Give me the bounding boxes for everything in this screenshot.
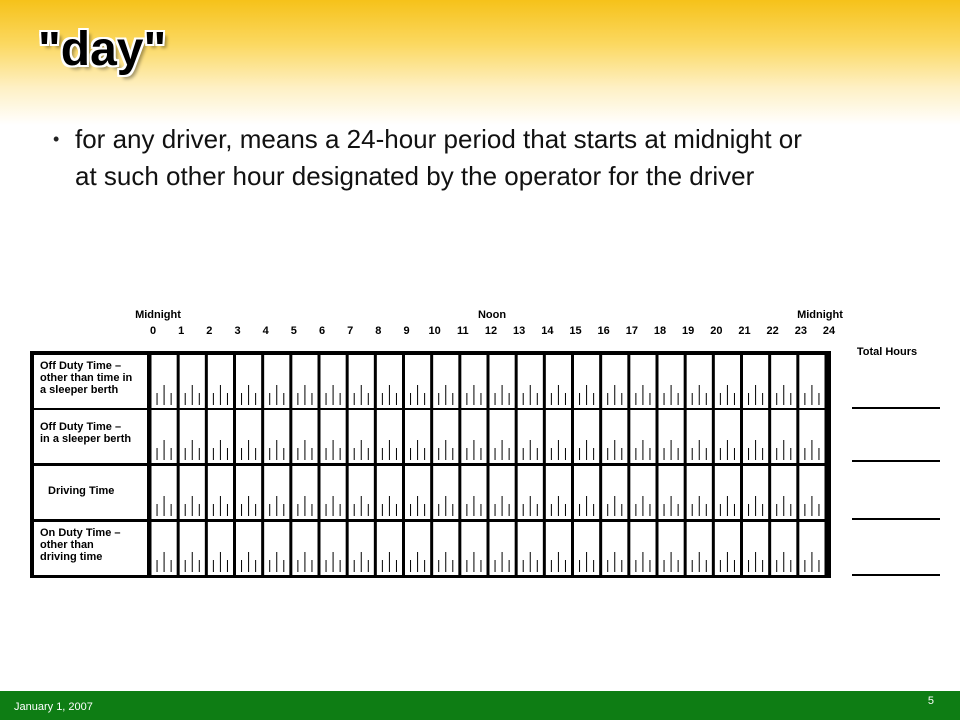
row-label-text: driving time (40, 551, 103, 563)
row-label-text: Off Duty Time – (40, 360, 122, 372)
hour-label: 3 (234, 325, 241, 337)
hour-label: 22 (766, 325, 779, 337)
page-number: 5 (927, 695, 934, 707)
row-label-text: in a sleeper berth (40, 433, 132, 445)
hour-label: 9 (403, 325, 410, 337)
footer-date: January 1, 2007 (14, 701, 93, 713)
hour-label: 12 (484, 325, 498, 337)
row-label-text: Driving Time (48, 485, 115, 497)
hour-label: 17 (625, 325, 638, 337)
footer-bar (0, 691, 960, 720)
hour-label: 11 (457, 325, 469, 337)
hour-label: 2 (206, 325, 213, 337)
row-label-text: On Duty Time – (40, 527, 121, 539)
midnight-end-label: Midnight (797, 309, 843, 321)
row-label-text: a sleeper berth (40, 384, 119, 396)
hour-label: 0 (149, 325, 157, 337)
hour-label: 5 (290, 325, 297, 337)
hour-label: 1 (178, 325, 185, 337)
hour-label: 10 (428, 325, 441, 337)
hour-label: 24 (822, 325, 836, 337)
hour-label: 15 (569, 325, 582, 337)
hour-label: 19 (682, 325, 695, 337)
hour-label: 13 (513, 325, 526, 337)
row-label-text: other than (40, 539, 94, 551)
noon-label: Noon (477, 309, 507, 321)
hour-label: 14 (541, 325, 554, 337)
total-hours-label: Total Hours (856, 346, 918, 358)
hour-label: 8 (375, 325, 382, 337)
bullet-dot-icon: • (53, 129, 60, 149)
row-label-text: other than time in (40, 372, 133, 384)
hour-label: 6 (318, 325, 326, 337)
hour-label: 21 (738, 325, 751, 337)
hour-label: 20 (710, 325, 723, 337)
hour-label: 7 (347, 325, 354, 337)
slide-title: "day" (38, 23, 167, 76)
bullet-text: for any driver, means a 24-hour period that starts at midnight or at such other hour designated by the operator for the driver (75, 124, 802, 191)
row-label-text: Off Duty Time – (40, 421, 122, 433)
hour-label: 23 (794, 325, 807, 337)
midnight-start-label: Midnight (135, 309, 181, 321)
hour-label: 16 (597, 325, 610, 337)
hour-label: 18 (653, 325, 667, 337)
hour-label: 4 (262, 325, 269, 337)
